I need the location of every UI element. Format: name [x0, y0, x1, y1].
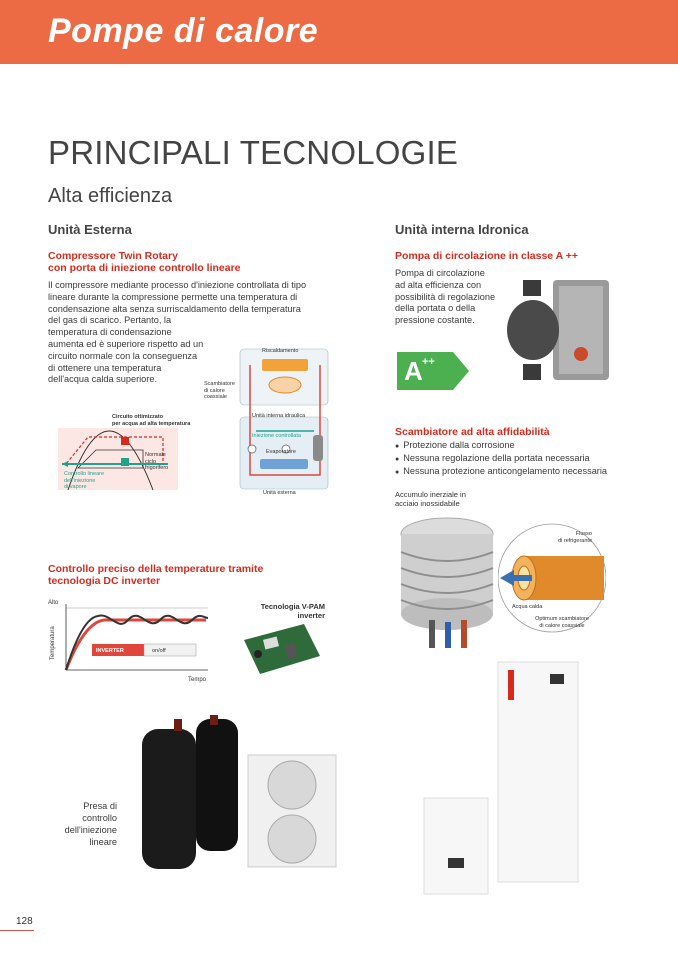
refrigerant-flow-label: Flusso di refrigerante — [558, 531, 592, 544]
inverter-board-image — [234, 620, 324, 676]
compressor-description: Il compressore mediante processo d'iniezione controllata di tipo lineare durante la compressione permette una temperatura di condensazione alta senza surriscaldamento della temperatura del gas di scarico. Pertanto, la temperatura di condensazione aumenta ed è superiore rispetto ad un circuito normale con la conseguenza di ottenere una temperatura dell'acqua calda superiore. — [48, 280, 307, 385]
chart-high-label: Alto — [48, 600, 59, 606]
compressor-port-2 — [210, 715, 218, 725]
energy-class-plus: ++ — [422, 356, 435, 368]
pump-body — [507, 300, 559, 360]
tank-pipe-1 — [429, 620, 435, 648]
optimized-marker — [121, 437, 129, 445]
chart-x-axis-label: Tempo — [188, 677, 207, 683]
injection-control-label: Controllo lineare dell'iniezione di vapore — [64, 471, 105, 490]
compressor-port-1 — [174, 719, 182, 731]
injection-port-caption: Presa di controllo dell'iniezione lineare — [64, 801, 117, 847]
page-number: 128 — [16, 916, 33, 927]
legend-onoff-label: on/off — [152, 648, 166, 654]
outdoor-fan-bottom — [268, 815, 316, 863]
refrigerant-circuit-diagram — [200, 345, 336, 505]
pump-bottom-flange — [523, 364, 541, 380]
wall-unit-display — [448, 858, 464, 868]
inertial-tank-image — [395, 512, 500, 652]
inverter-title: Controllo preciso della temperature tramite tecnologia DC inverter — [48, 563, 264, 587]
footer-line — [0, 930, 34, 931]
tank-pipe-2 — [445, 622, 451, 648]
chart-y-axis-label: Temperatura — [50, 626, 56, 660]
circuit-evaporator-label: Evaporatore — [266, 449, 296, 455]
compressor-title: Compressore Twin Rotary con porta di iniezione controllo lineare — [48, 250, 241, 274]
legend-inverter-label: INVERTER — [96, 648, 124, 654]
normal-cycle-label: Normale ciclo frigorifero — [145, 452, 169, 471]
indoor-unit-heading: Unità interna Idronica — [395, 222, 529, 237]
pcb-capacitor — [254, 650, 262, 658]
feature-flow: ● Nessuna regolazione della portata necessaria — [395, 453, 607, 466]
onoff-curve — [66, 615, 208, 670]
tank-label: Accumulo inerziale in acciaio inossidabile — [395, 490, 466, 508]
water-flow-shaft — [512, 575, 532, 581]
circuit-outdoor-label: Unità esterna — [263, 490, 296, 496]
page-subtitle: Alta efficienza — [48, 185, 173, 207]
exchanger-features-list — [395, 440, 607, 478]
circulation-pump-image — [503, 276, 613, 384]
indoor-units-image — [420, 660, 590, 900]
pump-top-flange — [523, 280, 541, 296]
injection-marker — [121, 458, 129, 466]
circuit-injection-label: Iniezione controllata — [252, 433, 301, 439]
circuit-exchanger-label: Scambiatore di calore coassiale — [204, 381, 235, 400]
pump-dial — [574, 347, 588, 361]
compressor-cylinder-2 — [196, 719, 238, 851]
tall-unit-brand — [508, 670, 514, 700]
outdoor-fan-top — [268, 761, 316, 809]
compressor-outdoor-image — [138, 715, 338, 875]
hot-water-label: Acqua calda — [512, 604, 543, 610]
feature-corrosion: ● Protezione dalla corrosione — [395, 440, 607, 453]
circuit-heating-label: Riscaldamento — [262, 348, 299, 354]
tall-unit-display — [550, 674, 564, 684]
valve-1 — [248, 445, 256, 453]
compressor-cylinder-1 — [142, 729, 196, 869]
energy-class-letter: A — [404, 356, 423, 386]
page-title: PRINCIPALI TECNOLOGIE — [48, 134, 459, 171]
pcb-board — [244, 624, 320, 674]
optimum-exchanger-label: Optimum scambiatore di calore coassiale — [535, 616, 589, 629]
wall-indoor-unit — [424, 798, 488, 894]
coaxial-exchanger — [269, 377, 301, 393]
compressor-symbol — [313, 435, 323, 461]
pump-description: Pompa di circolazione ad alta efficienza con possibilità di regolazione della portata o della pressione costante. — [395, 268, 496, 326]
heating-radiator — [262, 359, 308, 371]
tank-pipe-3 — [461, 620, 467, 648]
optimized-cycle-label: Circuito ottimizzato per acqua ad alta temperatura — [112, 414, 191, 427]
evaporator — [260, 459, 308, 469]
exchanger-title: Scambiatore ad alta affidabilità — [395, 426, 550, 438]
feature-frost: ● Nessuna protezione anticongelamento necessaria — [395, 466, 607, 479]
vpam-label: Tecnologia V-PAM inverter — [260, 602, 325, 620]
circuit-indoor-label: Unità interna idraulica — [252, 413, 306, 419]
outdoor-unit-heading: Unità Esterna — [48, 222, 132, 237]
inverter-temperature-chart — [48, 598, 216, 678]
pump-title: Pompa di circolazione in classe A ++ — [395, 250, 579, 262]
header-title: Pompe di calore — [48, 12, 319, 50]
